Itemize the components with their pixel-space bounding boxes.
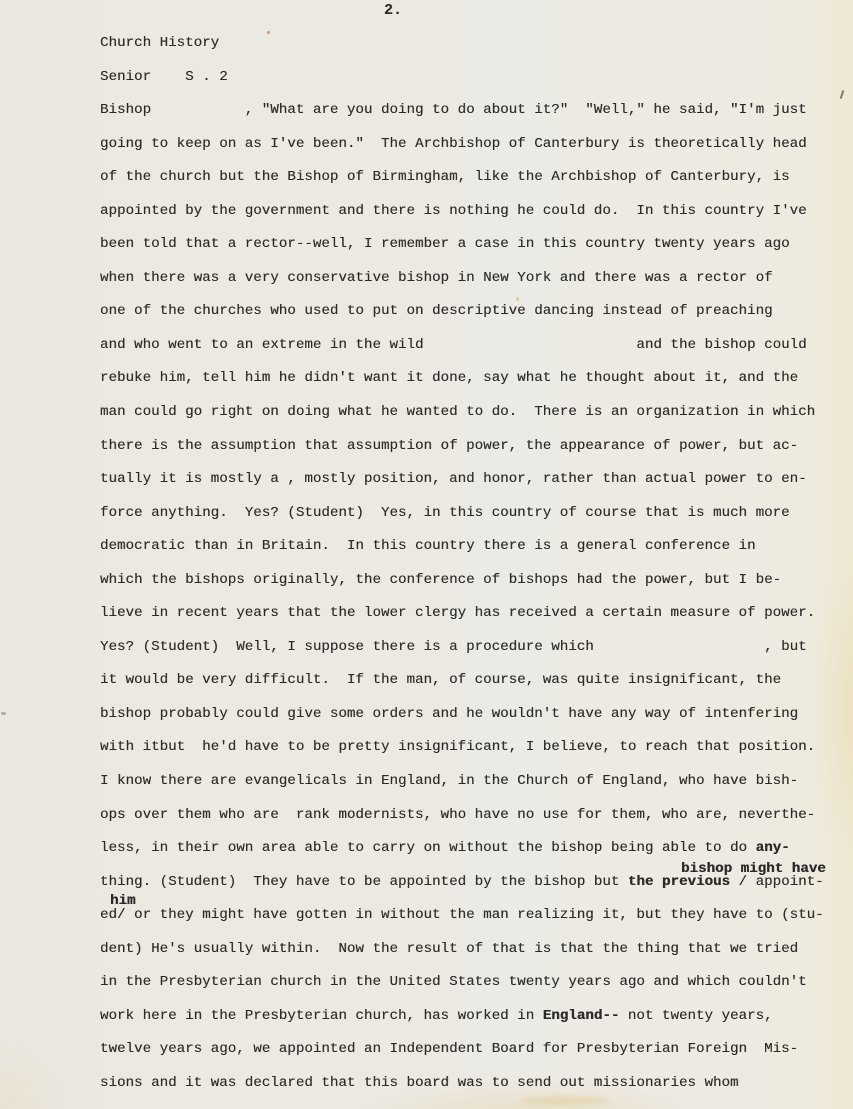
- text-segment: Bishop , "What are you doing to do about it?" "Well," he said, "I'm just: [100, 102, 807, 119]
- text-segment: bishop might have: [681, 861, 826, 877]
- text-segment: less, in their own area able to carry on without the bishop being able to do: [100, 840, 756, 857]
- text-segment: Senior S . 2: [100, 68, 228, 85]
- text-line: [100, 899, 845, 933]
- text-segment: been told that a rector--well, I remember a case in this country twenty years ago: [100, 236, 790, 253]
- text-segment: and who went to an extreme in the wild and the bishop could: [100, 336, 807, 353]
- text-segment: when there was a very conservative bishop in New York and there was a rector of: [100, 269, 773, 286]
- text-segment: sions and it was declared that this board was to send out missionaries whom: [100, 1074, 739, 1091]
- text-segment: Church History: [100, 35, 220, 51]
- text-segment: in the Presbyterian church in the United States twenty years ago and which couldn't: [100, 974, 807, 991]
- text-segment: any-: [755, 840, 790, 857]
- text-segment: Yes? (Student) Well, I suppose there is a procedure which , but: [100, 638, 807, 655]
- text-line: [100, 731, 845, 765]
- text-line: [100, 966, 845, 1000]
- text-line: [100, 664, 845, 698]
- text-segment: thing. (Student) They have to be appointed by the bishop but: [100, 873, 628, 890]
- text-line: [100, 463, 845, 497]
- text-line: [100, 530, 845, 564]
- text-segment: man could go right on doing what he wanted to do. There is an organization in which: [100, 404, 816, 421]
- text-segment: the previous: [627, 873, 731, 890]
- text-segment: going to keep on as I've been." The Archbishop of Canterbury is theoretically head: [100, 135, 807, 152]
- document-body: [100, 27, 845, 1101]
- text-segment: ops over them who are rank modernists, who have no use for them, who are, neverthe-: [100, 806, 816, 823]
- text-line: [100, 564, 845, 598]
- text-segment: I know there are evangelicals in England, in the Church of England, who have bish-: [100, 773, 799, 790]
- text-line: [100, 631, 845, 665]
- text-segment: democratic than in Britain. In this country there is a general conference in: [100, 538, 756, 555]
- text-segment: dent) He's usually within. Now the result of that is that the thing that we tried: [100, 940, 799, 957]
- text-line: [100, 1067, 845, 1101]
- text-line: [100, 94, 845, 128]
- text-line: [100, 698, 845, 732]
- text-segment: force anything. Yes? (Student) Yes, in this country of course that is much more: [100, 504, 790, 521]
- text-line: [100, 430, 845, 464]
- text-segment: with itbut he'd have to be pretty insignificant, I believe, to reach that position.: [100, 739, 816, 756]
- text-segment: one of the churches who used to put on descriptive dancing instead of preaching: [100, 303, 773, 320]
- page-number: 2.: [383, 2, 402, 19]
- text-line: [100, 262, 845, 296]
- text-line: [100, 597, 845, 631]
- text-segment: not twenty years,: [619, 1007, 773, 1024]
- text-line: [100, 362, 845, 396]
- text-segment: ed/ or they might have gotten in without the man realizing it, but they have to (stu-: [100, 907, 824, 924]
- text-segment: appointed by the government and there is nothing he could do. In this country I've: [100, 202, 807, 219]
- text-line: [100, 1000, 845, 1034]
- text-line: [100, 295, 845, 329]
- text-line: [100, 161, 845, 195]
- inserted-text-line: [681, 861, 826, 877]
- text-segment: tually it is mostly a , mostly position, and honor, rather than actual power to en-: [100, 471, 807, 488]
- text-line: [100, 799, 845, 833]
- text-segment: work here in the Presbyterian church, has worked in: [100, 1007, 543, 1024]
- text-line: [100, 195, 845, 229]
- text-line: [100, 1033, 845, 1067]
- text-line: [100, 933, 845, 967]
- text-line: [100, 396, 845, 430]
- text-line: [100, 765, 845, 799]
- text-segment: him: [110, 893, 136, 909]
- text-segment: bishop probably could give some orders and he wouldn't have any way of intenfering: [100, 705, 799, 722]
- inserted-text-line: [110, 893, 136, 909]
- text-segment: / appoint-: [730, 873, 824, 890]
- text-line: [100, 128, 845, 162]
- text-line: [100, 27, 845, 61]
- text-line: [100, 228, 845, 262]
- text-line: [100, 329, 845, 363]
- paper-speck: [1, 712, 6, 715]
- text-segment: it would be very difficult. If the man, of course, was quite insignificant, the: [100, 672, 782, 689]
- text-segment: rebuke him, tell him he didn't want it done, say what he thought about it, and the: [100, 370, 799, 387]
- text-line: [100, 61, 845, 95]
- text-segment: there is the assumption that assumption of power, the appearance of power, but ac-: [100, 437, 799, 454]
- text-segment: lieve in recent years that the lower clergy has received a certain measure of power.: [100, 605, 816, 622]
- text-segment: England--: [542, 1007, 620, 1024]
- text-segment: which the bishops originally, the conference of bishops had the power, but I be-: [100, 571, 782, 588]
- text-segment: of the church but the Bishop of Birmingham, like the Archbishop of Canterbury, is: [100, 169, 790, 186]
- text-line: [100, 497, 845, 531]
- text-segment: twelve years ago, we appointed an Independent Board for Presbyterian Foreign Mis-: [100, 1041, 799, 1058]
